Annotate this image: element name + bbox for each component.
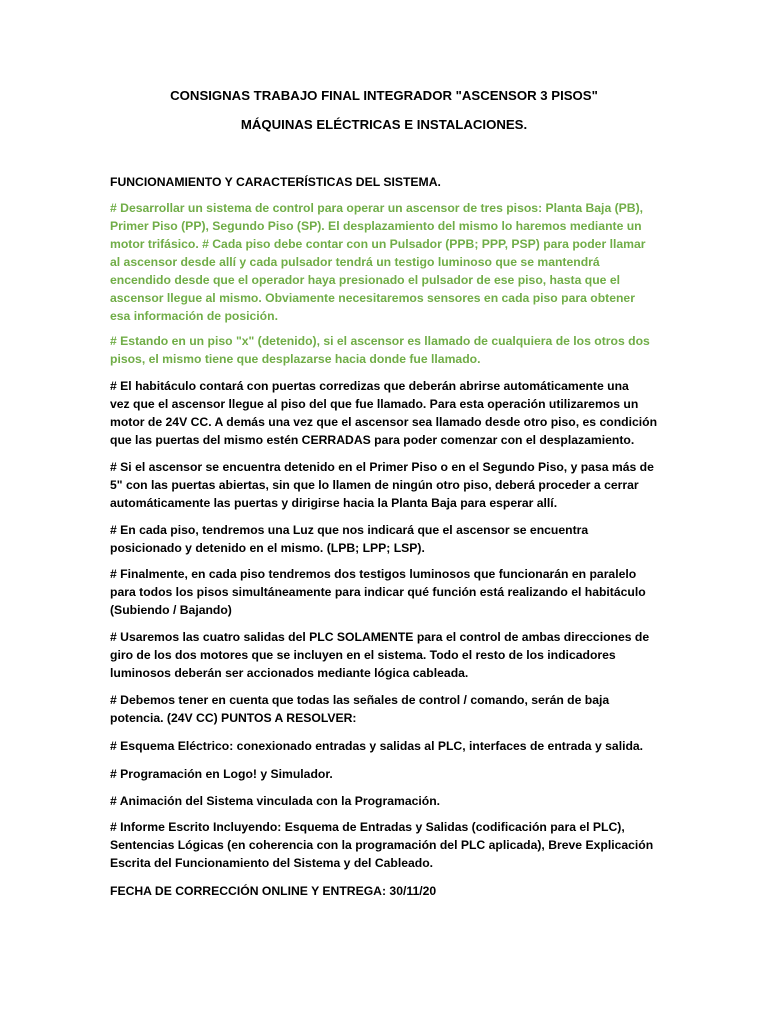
paragraph-line: motor de 24V CC. A demás una vez que el ascensor sea llamado desde otro piso, es condición bbox=[110, 415, 658, 429]
paragraph-auto-return bbox=[110, 458, 658, 512]
paragraph-line: para todos los pisos simultáneamente para indicar qué función está realizando el habitáculo bbox=[110, 585, 646, 599]
paragraph-electrical-scheme bbox=[110, 737, 658, 755]
paragraph-floor-lights bbox=[110, 521, 658, 557]
paragraph-line: que las puertas del mismo estén CERRADAS para poder comenzar con el desplazamiento. bbox=[110, 433, 635, 447]
paragraph-line: # Usaremos las cuatro salidas del PLC SOLAMENTE para el control de ambas direcciones de bbox=[110, 630, 650, 644]
document-title: CONSIGNAS TRABAJO FINAL INTEGRADOR "ASCENSOR 3 PISOS" bbox=[170, 88, 598, 103]
paragraph-line: # Esquema Eléctrico: conexionado entradas y salidas al PLC, interfaces de entrada y salida. bbox=[110, 739, 644, 753]
paragraph-line: 5" con las puertas abiertas, sin que lo llamen de ningún otro piso, deberá proceder a cerrar bbox=[110, 478, 639, 492]
paragraph-line: # Desarrollar un sistema de control para operar un ascensor de tres pisos: Planta Baja (PB), bbox=[110, 201, 644, 215]
paragraph-programming bbox=[110, 765, 658, 783]
paragraph-line: # Programación en Logo! y Simulador. bbox=[110, 767, 333, 781]
section-heading: FUNCIONAMIENTO Y CARACTERÍSTICAS DEL SISTEMA. bbox=[110, 175, 441, 189]
paragraph-line: # Animación del Sistema vinculada con la Programación. bbox=[110, 794, 441, 808]
paragraph-system-description bbox=[110, 199, 658, 325]
paragraph-due-date bbox=[110, 882, 658, 900]
paragraph-doors bbox=[110, 377, 658, 449]
paragraph-line: # Estando en un piso "x" (detenido), si el ascensor es llamado de cualquiera de los otros dos bbox=[110, 334, 650, 348]
paragraph-line: posicionado y detenido en el mismo. (LPB; LPP; LSP). bbox=[110, 541, 425, 555]
paragraph-line: luminosos deberán ser accionados mediante lógica cableada. bbox=[110, 666, 469, 680]
paragraph-line: Escrita del Funcionamiento del Sistema y del Cableado. bbox=[110, 856, 434, 870]
paragraph-line: Primer Piso (PP), Segundo Piso (SP). El desplazamiento del mismo lo haremos mediante un bbox=[110, 219, 642, 233]
paragraph-line: Sentencias Lógicas (en coherencia con la programación del PLC aplicada), Breve Explicación bbox=[110, 838, 654, 852]
paragraph-line: # Si el ascensor se encuentra detenido en el Primer Piso o en el Segundo Piso, y pasa más de bbox=[110, 460, 654, 474]
paragraph-line: encendido desde que el operador haya presionado el pulsador de ese piso, hasta que el bbox=[110, 273, 620, 287]
document-subtitle: MÁQUINAS ELÉCTRICAS E INSTALACIONES. bbox=[240, 117, 528, 132]
paragraph-line: FECHA DE CORRECCIÓN ONLINE Y ENTREGA: 30/11/20 bbox=[110, 884, 437, 898]
paragraph-line: pisos, el mismo tiene que desplazarse hacia donde fue llamado. bbox=[110, 352, 481, 366]
paragraph-line: automáticamente las puertas y dirigirse hacia la Planta Baja para esperar allí. bbox=[110, 496, 558, 510]
paragraph-line: (Subiendo / Bajando) bbox=[110, 603, 232, 617]
paragraph-line: # Debemos tener en cuenta que todas las señales de control / comando, serán de baja bbox=[110, 693, 610, 707]
paragraph-direction-indicators bbox=[110, 565, 658, 619]
paragraph-animation bbox=[110, 792, 658, 810]
paragraph-line: ascensor llegue al mismo. Obviamente necesitaremos sensores en cada piso para obtener bbox=[110, 291, 635, 305]
paragraph-line: # El habitáculo contará con puertas corredizas que deberán abrirse automáticamente una bbox=[110, 379, 629, 393]
paragraph-line: # Informe Escrito Incluyendo: Esquema de Entradas y Salidas (codificación para el PLC), bbox=[110, 820, 625, 834]
paragraph-line: motor trifásico. # Cada piso debe contar con un Pulsador (PPB; PPP, PSP) para poder llamar bbox=[110, 237, 646, 251]
paragraph-line: # Finalmente, en cada piso tendremos dos testigos luminosos que funcionarán en paralelo bbox=[110, 567, 637, 581]
paragraph-called-floor bbox=[110, 332, 658, 368]
paragraph-low-power bbox=[110, 691, 658, 727]
paragraph-written-report bbox=[110, 818, 658, 872]
paragraph-plc-outputs bbox=[110, 628, 658, 682]
paragraph-line: esa información de posición. bbox=[110, 309, 278, 323]
paragraph-line: al ascensor desde allí y cada pulsador tendrá un testigo luminoso que se mantendrá bbox=[110, 255, 600, 269]
paragraph-line: # En cada piso, tendremos una Luz que nos indicará que el ascensor se encuentra bbox=[110, 523, 589, 537]
paragraph-line: vez que el ascensor llegue al piso del que fue llamado. Para esta operación utilizaremos un bbox=[110, 397, 639, 411]
paragraph-line: potencia. (24V CC) PUNTOS A RESOLVER: bbox=[110, 711, 357, 725]
paragraph-line: giro de los dos motores que se incluyen en el sistema. Todo el resto de los indicadores bbox=[110, 648, 616, 662]
